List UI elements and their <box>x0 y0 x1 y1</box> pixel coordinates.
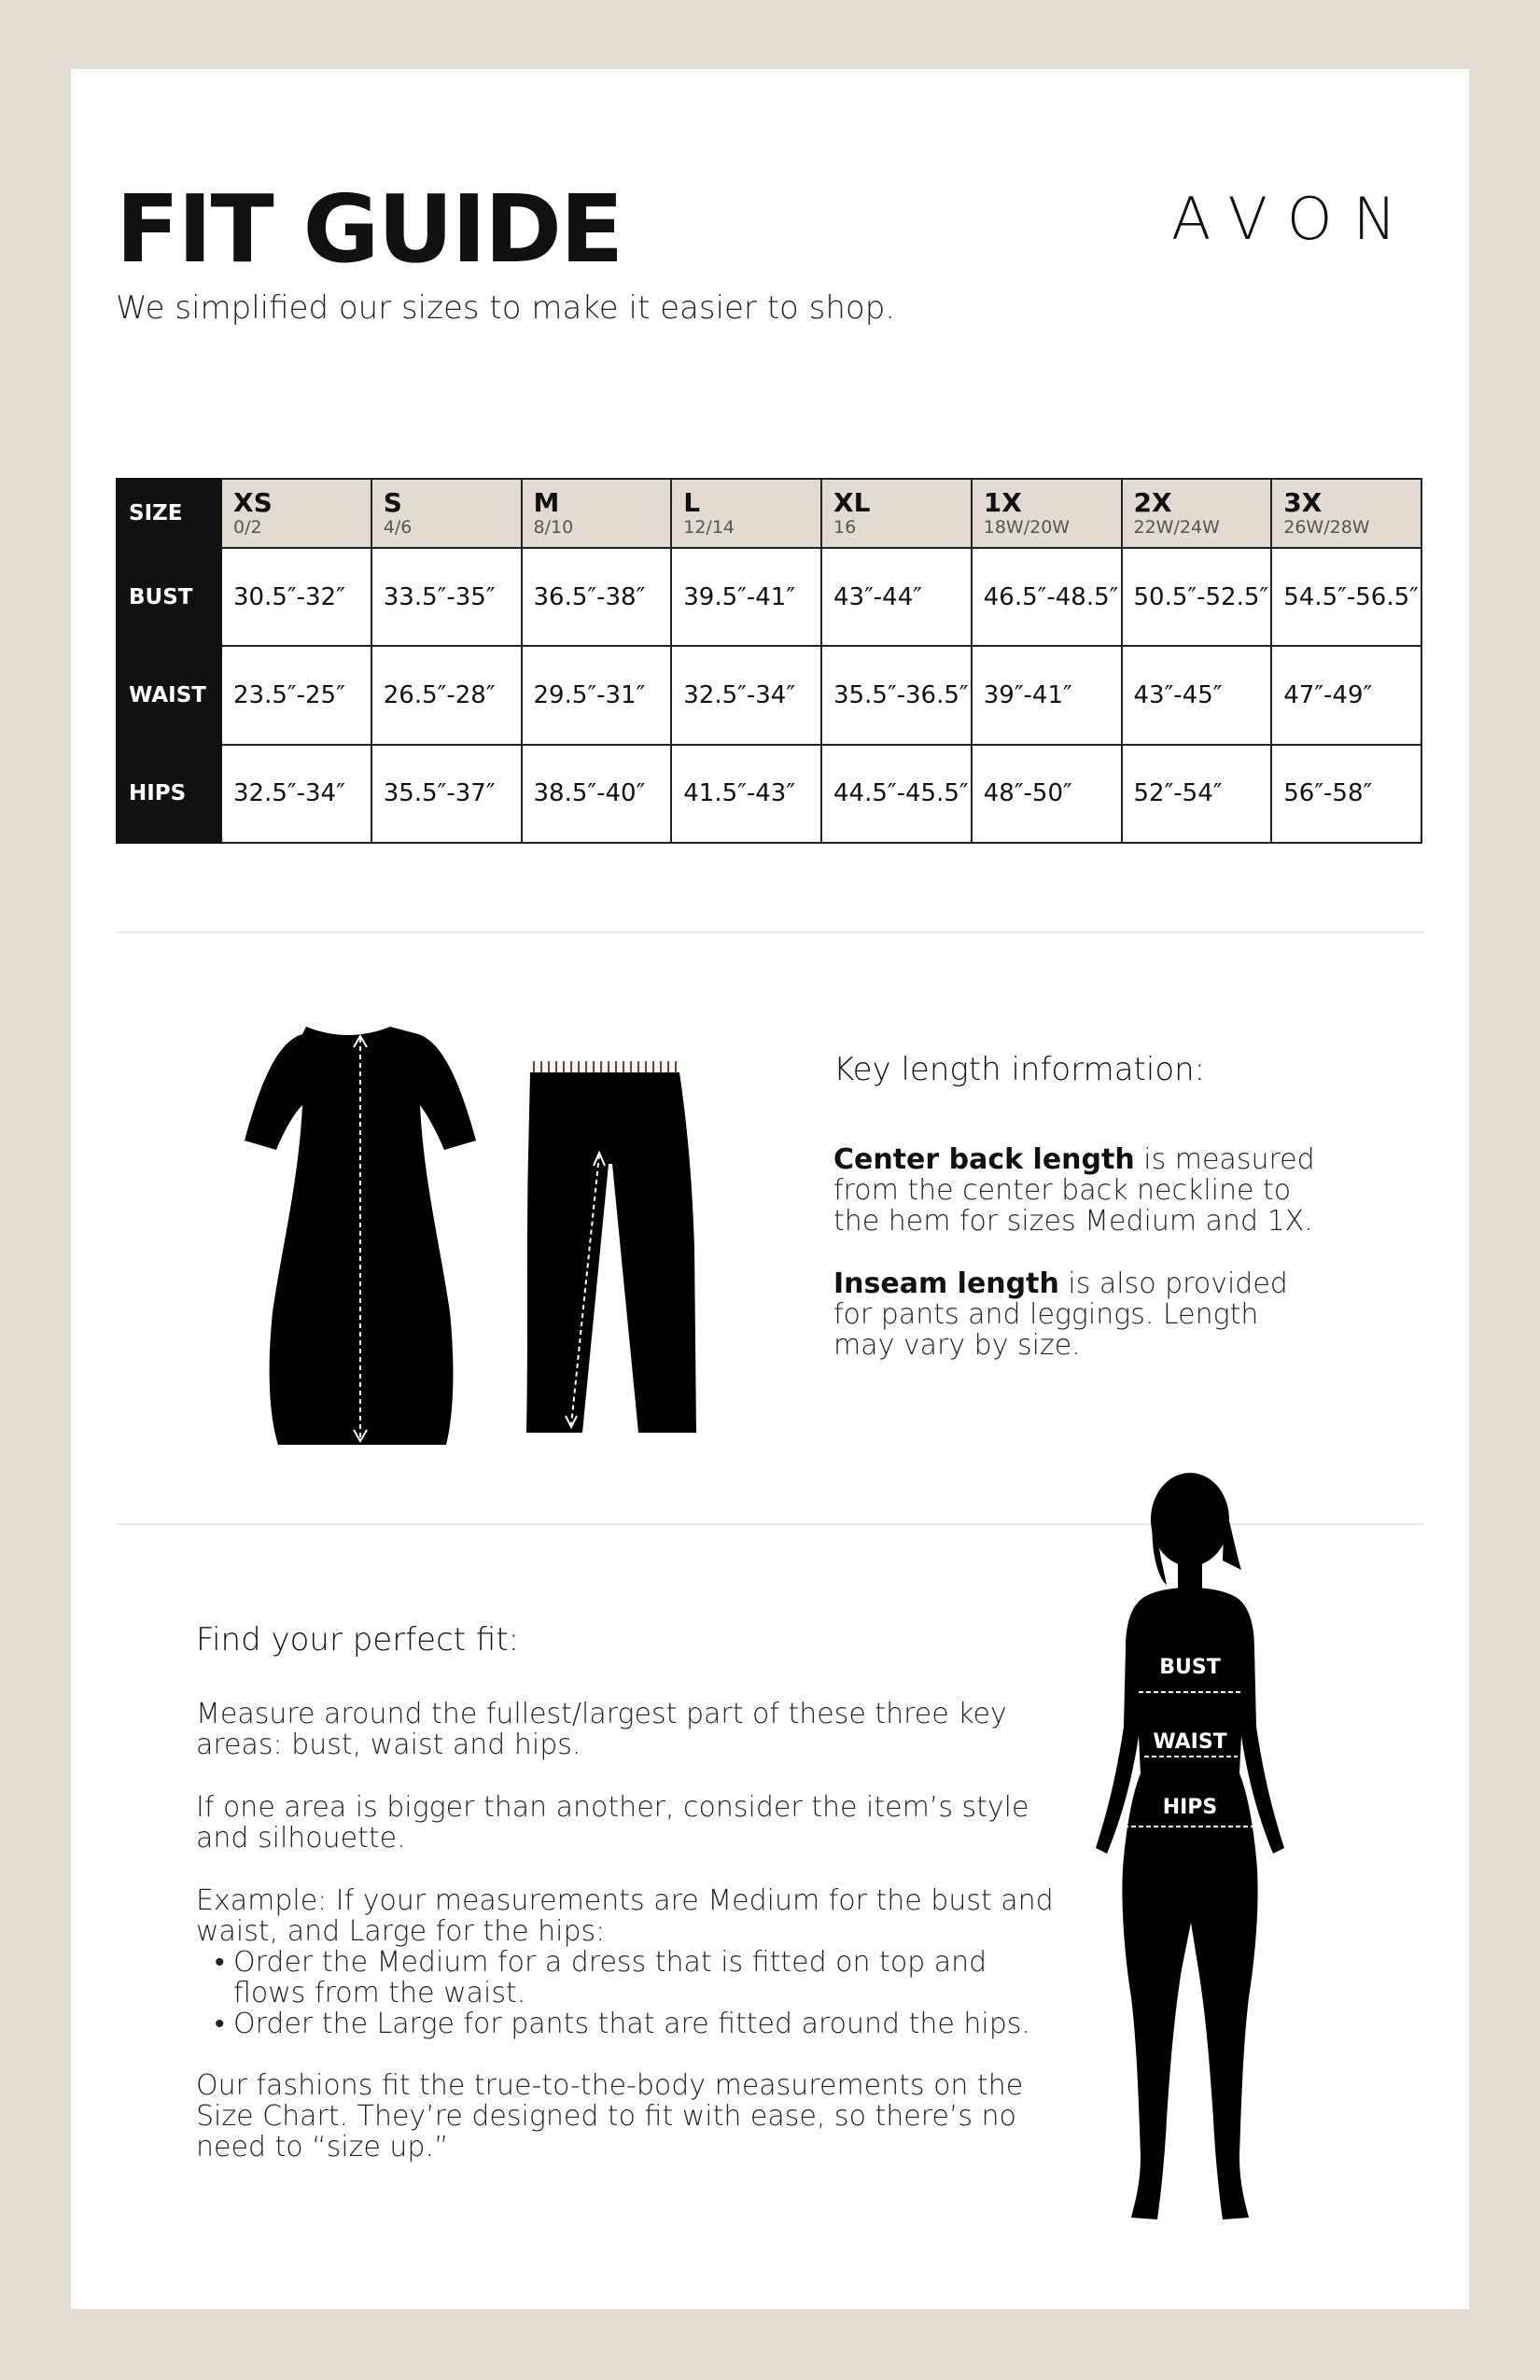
size-label: XS <box>233 487 273 519</box>
size-numeric: 16 <box>833 516 857 538</box>
table-cell: 35.5″-37″ <box>371 745 522 843</box>
brand-logo: AVON <box>1171 185 1417 253</box>
size-label: 1X <box>983 487 1022 519</box>
size-column-3x <box>1271 479 1421 548</box>
fit-bullet-list <box>196 1947 1055 2039</box>
size-column-xl <box>821 479 972 548</box>
body-label-waist: WAIST <box>1153 1730 1227 1754</box>
hips-row <box>117 745 1421 843</box>
fit-paragraph-1: Measure around the fullest/largest part of these three key areas: bust, waist and hips. <box>196 1698 1007 1761</box>
row-label-waist: WAIST <box>117 646 221 744</box>
row-label-bust: BUST <box>117 548 221 646</box>
size-header-row <box>117 479 1421 548</box>
body-figure-icon <box>1083 1465 1297 2231</box>
body-label-hips: HIPS <box>1162 1796 1218 1819</box>
size-label: L <box>683 487 701 519</box>
fit-title: Find your perfect fit: <box>196 1621 520 1659</box>
size-column-l <box>671 479 821 548</box>
size-column-2x <box>1122 479 1272 548</box>
size-label: 2X <box>1133 487 1172 519</box>
table-cell: 23.5″-25″ <box>221 646 371 744</box>
table-cell: 30.5″-32″ <box>221 548 371 646</box>
bust-row <box>117 548 1421 646</box>
fit-paragraph-4: Our fashions fit the true-to-the-body measurements on the Size Chart. They’re designed to fit with ease, so there’s no need to “size up.” <box>196 2069 1024 2163</box>
size-column-s <box>371 479 522 548</box>
fit-paragraph-3 <box>196 1885 1055 2039</box>
size-numeric: 0/2 <box>233 516 262 538</box>
inseam-text: is also provided for pants and leggings. Length may vary by size. <box>833 1267 1288 1362</box>
size-numeric: 4/6 <box>383 516 413 538</box>
size-numeric: 8/10 <box>533 516 574 538</box>
table-cell: 54.5″-56.5″ <box>1271 548 1421 646</box>
table-cell: 46.5″-48.5″ <box>972 548 1122 646</box>
size-chart-table <box>116 478 1422 844</box>
fit-paragraph-2: If one area is bigger than another, consider the item’s style and silhouette. <box>196 1791 1029 1855</box>
center-back-paragraph <box>833 1144 1328 1237</box>
table-cell: 38.5″-40″ <box>522 745 672 843</box>
size-numeric: 12/14 <box>683 516 735 538</box>
table-cell: 50.5″-52.5″ <box>1122 548 1272 646</box>
table-cell: 44.5″-45.5″ <box>821 745 972 843</box>
size-label: XL <box>833 487 871 519</box>
size-label: 3X <box>1283 487 1323 519</box>
pants-icon <box>523 1061 700 1436</box>
center-back-text: is measured from the center back neckline to the hem for sizes Medium and 1X. <box>833 1143 1315 1238</box>
table-cell: 43″-45″ <box>1122 646 1272 744</box>
table-cell: 43″-44″ <box>821 548 972 646</box>
inseam-paragraph <box>833 1268 1300 1361</box>
size-numeric: 26W/28W <box>1283 516 1370 538</box>
waist-row <box>117 646 1421 744</box>
table-cell: 26.5″-28″ <box>371 646 522 744</box>
table-cell: 56″-58″ <box>1271 745 1421 843</box>
table-cell: 39.5″-41″ <box>671 548 821 646</box>
table-cell: 33.5″-35″ <box>371 548 522 646</box>
table-cell: 41.5″-43″ <box>671 745 821 843</box>
dress-icon <box>241 1023 480 1447</box>
list-item: • Order the Large for pants that are fitted around the hips. <box>233 2009 1055 2039</box>
table-cell: 39″-41″ <box>972 646 1122 744</box>
page-title: FIT GUIDE <box>116 175 623 284</box>
size-label: M <box>533 487 560 519</box>
size-column-xs <box>221 479 371 548</box>
fit-example-text: Example: If your measurements are Medium for the bust and waist, and Large for the hips: <box>196 1884 1054 1948</box>
table-cell: 36.5″-38″ <box>522 548 672 646</box>
inseam-term: Inseam length <box>833 1267 1059 1300</box>
table-cell: 52″-54″ <box>1122 745 1272 843</box>
table-cell: 32.5″-34″ <box>221 745 371 843</box>
center-back-term: Center back length <box>833 1143 1135 1176</box>
body-label-bust: BUST <box>1159 1656 1221 1679</box>
table-cell: 35.5″-36.5″ <box>821 646 972 744</box>
row-label-hips: HIPS <box>117 745 221 843</box>
size-corner-label: SIZE <box>117 479 221 548</box>
table-cell: 48″-50″ <box>972 745 1122 843</box>
table-cell: 32.5″-34″ <box>671 646 821 744</box>
size-column-m <box>522 479 672 548</box>
list-item: • Order the Medium for a dress that is fitted on top and flows from the waist. <box>233 1947 1055 2009</box>
key-length-title: Key length information: <box>833 1051 1206 1088</box>
size-numeric: 18W/20W <box>983 516 1071 538</box>
page-subtitle: We simplified our sizes to make it easier to shop. <box>116 289 896 327</box>
table-cell: 29.5″-31″ <box>522 646 672 744</box>
size-label: S <box>383 487 402 519</box>
section-divider <box>116 931 1424 933</box>
table-cell: 47″-49″ <box>1271 646 1421 744</box>
size-numeric: 22W/24W <box>1133 516 1220 538</box>
size-column-1x <box>972 479 1122 548</box>
